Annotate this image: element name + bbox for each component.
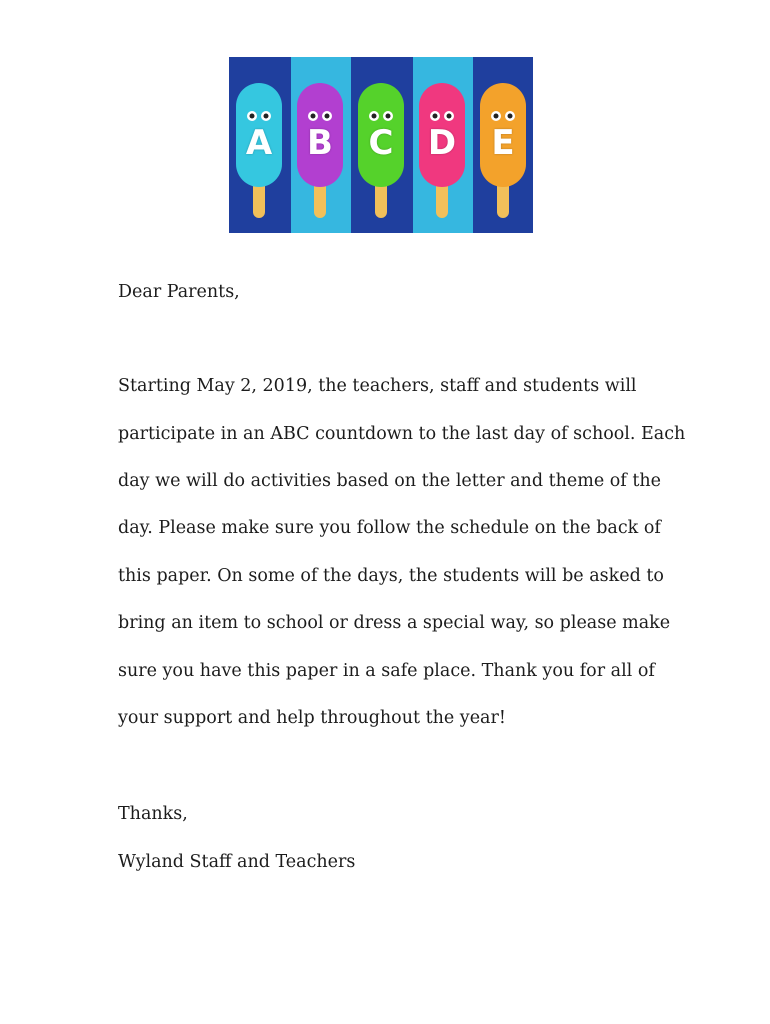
popsicle-a	[236, 83, 282, 233]
banner-letter-a: A	[245, 123, 273, 163]
salutation: Dear Parents,	[118, 282, 240, 302]
body-line: Starting May 2, 2019, the teachers, staff and students will	[118, 376, 637, 396]
abc-popsicle-banner	[229, 57, 533, 233]
popsicle-e	[480, 83, 526, 233]
banner-letter-e: E	[491, 123, 515, 163]
popsicle-b	[297, 83, 343, 233]
body-line: participate in an ABC countdown to the last day of school. Each	[118, 424, 686, 444]
closing: Thanks,	[118, 804, 188, 824]
body-line: day we will do activities based on the letter and theme of the	[118, 471, 662, 491]
body-line: sure you have this paper in a safe place. Thank you for all of	[118, 661, 655, 681]
signature: Wyland Staff and Teachers	[118, 852, 356, 872]
banner-letter-c: C	[368, 123, 394, 163]
body-line: day. Please make sure you follow the schedule on the back of	[118, 518, 661, 538]
body-line: this paper. On some of the days, the students will be asked to	[118, 566, 664, 586]
body-line: your support and help throughout the year!	[118, 708, 506, 728]
body-line: bring an item to school or dress a special way, so please make	[118, 613, 671, 633]
banner-letter-b: B	[307, 123, 333, 163]
banner-letter-d: D	[427, 123, 457, 163]
popsicle-d	[419, 83, 465, 233]
popsicle-c	[358, 83, 404, 233]
